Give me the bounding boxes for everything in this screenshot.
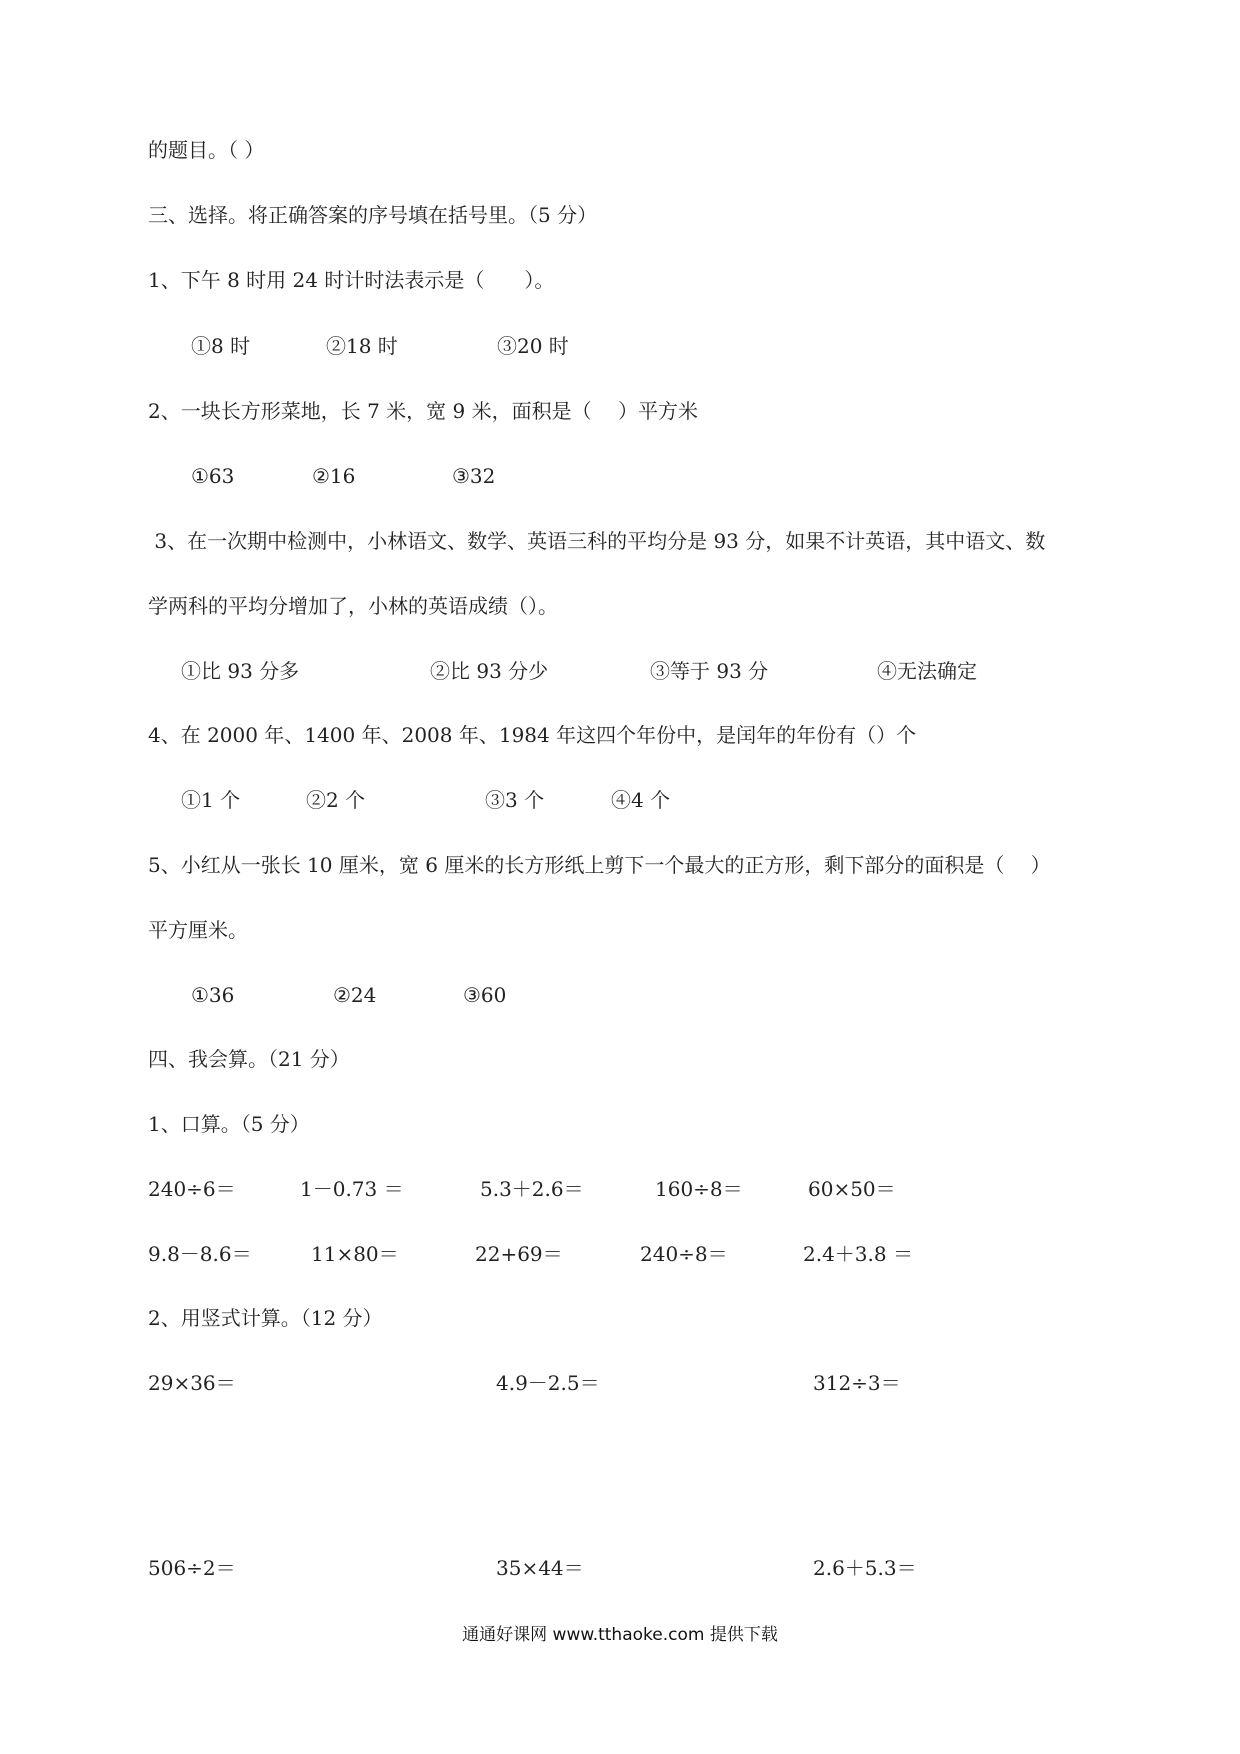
mental-math-item: 22+69＝	[475, 1242, 563, 1266]
mental-math-item: 160÷8＝	[655, 1177, 743, 1201]
mental-math-item: 9.8－8.6＝	[148, 1242, 252, 1266]
q3-option-3: ③等于 93 分	[650, 659, 769, 683]
vertical-calc-item: 29×36＝	[148, 1371, 236, 1395]
mental-math-item: 5.3＋2.6＝	[480, 1177, 584, 1201]
vertical-calc-item: 35×44＝	[496, 1556, 584, 1580]
q4-option-1: ①1 个	[181, 788, 241, 812]
q3-option-2: ②比 93 分少	[430, 659, 549, 683]
vertical-calc-title: 2、用竖式计算。（12 分）	[148, 1306, 383, 1330]
q2-option-2: ②16	[312, 464, 356, 488]
vertical-calc-item: 312÷3＝	[813, 1371, 901, 1395]
q4-option-3: ③3 个	[485, 788, 545, 812]
q2-option-3: ③32	[452, 464, 496, 488]
question-4: 4、在 2000 年、1400 年、2008 年、1984 年这四个年份中，是闰年的年份有（）个	[148, 723, 917, 747]
mental-math-item: 2.4＋3.8 ＝	[803, 1242, 913, 1266]
q1-option-1: ①8 时	[191, 334, 251, 358]
q3-option-1: ①比 93 分多	[181, 659, 300, 683]
vertical-calc-item: 2.6＋5.3＝	[813, 1556, 917, 1580]
mental-math-item: 60×50＝	[808, 1177, 896, 1201]
q4-option-2: ②2 个	[306, 788, 366, 812]
mental-math-item: 240÷6＝	[148, 1177, 236, 1201]
vertical-calc-item: 4.9－2.5＝	[496, 1371, 600, 1395]
question-2: 2、一块长方形菜地，长 7 米，宽 9 米，面积是（ ）平方米	[148, 399, 698, 423]
question-1: 1、下午 8 时用 24 时计时法表示是（ ）。	[148, 268, 555, 292]
q1-option-3: ③20 时	[497, 334, 569, 358]
question-3-line-2: 学两科的平均分增加了，小林的英语成绩（）。	[148, 594, 558, 618]
vertical-calc-item: 506÷2＝	[148, 1556, 236, 1580]
continuation-text: 的题目。（ ）	[148, 138, 265, 162]
footer-text: 通通好课网 www.tthaoke.com 提供下载	[462, 1625, 778, 1645]
q5-option-1: ①36	[191, 983, 235, 1007]
question-5-line-1: 5、小红从一张长 10 厘米，宽 6 厘米的长方形纸上剪下一个最大的正方形，剩下部分的面积是（ ）	[148, 853, 1051, 877]
q3-option-4: ④无法确定	[877, 659, 977, 683]
mental-math-item: 1－0.73 ＝	[300, 1177, 404, 1201]
mental-math-title: 1、口算。（5 分）	[148, 1112, 310, 1136]
q1-option-2: ②18 时	[326, 334, 398, 358]
q4-option-4: ④4 个	[611, 788, 671, 812]
question-3-line-1: 3、在一次期中检测中，小林语文、数学、英语三科的平均分是 93 分，如果不计英语，其中语文、数	[148, 529, 1046, 553]
mental-math-item: 240÷8＝	[640, 1242, 728, 1266]
mental-math-item: 11×80＝	[311, 1242, 399, 1266]
q5-option-2: ②24	[333, 983, 377, 1007]
section-3-title: 三、选择。将正确答案的序号填在括号里。（5 分）	[148, 203, 598, 227]
section-4-title: 四、我会算。（21 分）	[148, 1047, 350, 1071]
question-5-line-2: 平方厘米。	[148, 918, 248, 942]
q2-option-1: ①63	[191, 464, 235, 488]
q5-option-3: ③60	[463, 983, 507, 1007]
